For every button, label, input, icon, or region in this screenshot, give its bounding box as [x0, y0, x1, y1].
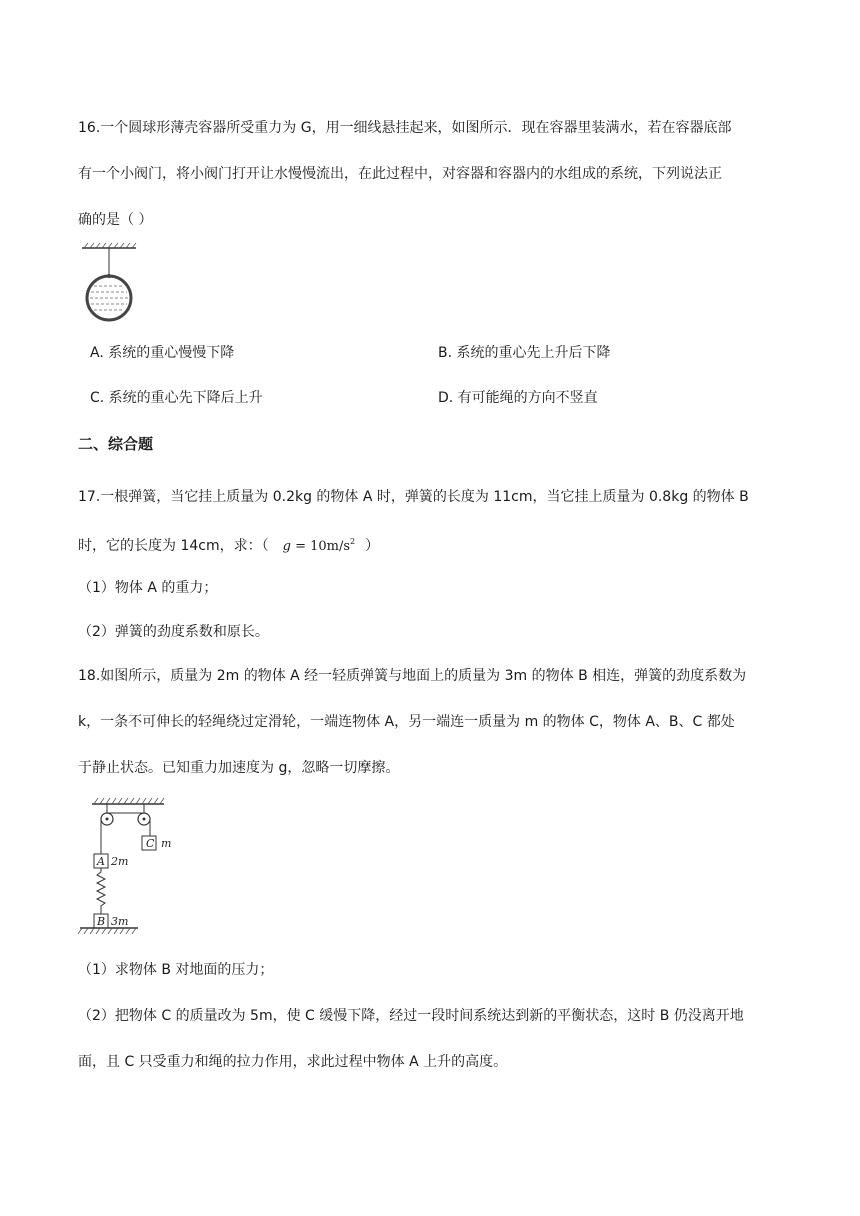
gravity-value: = 10m/s — [290, 539, 351, 554]
q16-option-c: C. 系统的重心先下降后上升 — [90, 390, 263, 406]
q18-sub-question-2-line-2: 面，且 C 只受重力和绳的拉力作用，求此过程中物体 A 上升的高度。 — [78, 1054, 508, 1070]
q17-stem-line-2-text: 时，它的长度为 14cm，求：（ — [78, 538, 269, 554]
q18-sub-question-2-line-1: （2）把物体 C 的质量改为 5m，使 C 缓慢下降，经过一段时间系统达到新的平衡状态，这时 B 仍没离开地 — [78, 1008, 744, 1024]
q17-stem-line-2-close: ） — [365, 538, 380, 554]
figure-mass-c: m — [161, 837, 172, 850]
section-title-comprehensive: 二、综合题 — [78, 435, 154, 453]
figure-label-c: C — [146, 837, 155, 850]
q17-stem-line-2 — [78, 532, 379, 557]
q16-figure-hanging-sphere — [80, 242, 144, 324]
q16-option-a: A. 系统的重心慢慢下降 — [90, 345, 235, 361]
figure-label-a: A — [97, 855, 105, 868]
q16-option-d: D. 有可能绳的方向不竖直 — [438, 390, 598, 406]
figure-label-b: B — [97, 915, 106, 928]
gravity-formula — [283, 539, 356, 554]
q16-stem-line-3: 确的是（ ） — [78, 212, 153, 228]
q17-sub-question-1: （1）物体 A 的重力； — [78, 580, 218, 596]
q17-sub-question-2: （2）弹簧的劲度系数和原长。 — [78, 624, 269, 640]
q16-stem-line-1: 16.一个圆球形薄壳容器所受重力为 G，用一细线悬挂起来，如图所示．现在容器里装满水，若在容器底部 — [78, 120, 732, 136]
q18-stem-line-3: 于静止状态。已知重力加速度为 g，忽略一切摩擦。 — [78, 760, 400, 776]
figure-mass-b: 3m — [111, 915, 129, 928]
q18-figure-pulley-system — [78, 796, 188, 938]
q18-stem-line-1: 18.如图所示，质量为 2m 的物体 A 经一轻质弹簧与地面上的质量为 3m 的物体 B 相连，弹簧的劲度系数为 — [78, 668, 747, 684]
q16-stem-line-2: 有一个小阀门，将小阀门打开让水慢慢流出，在此过程中，对容器和容器内的水组成的系统，下列说法正 — [78, 166, 722, 182]
q17-stem-line-1: 17.一根弹簧，当它挂上质量为 0.2kg 的物体 A 时，弹簧的长度为 11cm，当它挂上质量为 0.8kg 的物体 B — [78, 489, 749, 505]
figure-mass-a: 2m — [111, 855, 129, 868]
q18-stem-line-2: k，一条不可伸长的轻绳绕过定滑轮，一端连物体 A，另一端连一质量为 m 的物体 C，物体 A、B、C 都处 — [78, 714, 735, 730]
q18-sub-question-1: （1）求物体 B 对地面的压力； — [78, 962, 274, 978]
q16-option-b: B. 系统的重心先上升后下降 — [438, 345, 611, 361]
gravity-symbol: g — [282, 539, 291, 554]
gravity-exponent: 2 — [350, 537, 356, 546]
